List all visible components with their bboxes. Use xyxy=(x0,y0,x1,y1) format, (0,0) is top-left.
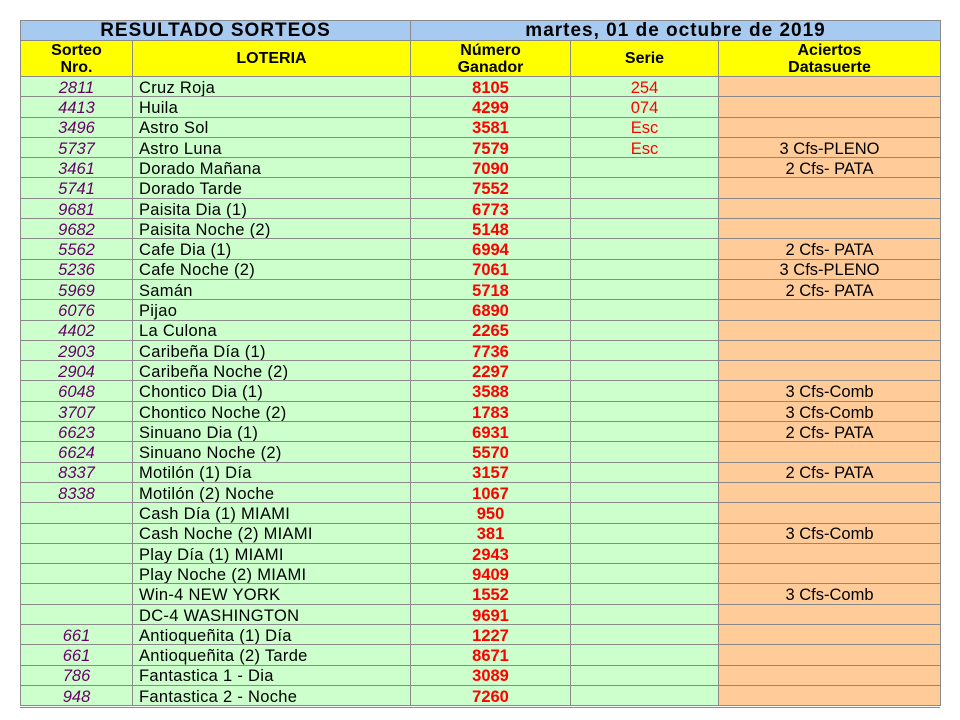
table-row xyxy=(21,422,941,442)
series-value: Esc xyxy=(571,137,719,157)
sorteo-number: 661 xyxy=(21,645,133,665)
datasuerte-hits xyxy=(719,645,941,665)
table-row xyxy=(21,685,941,705)
datasuerte-hits: 2 Cfs- PATA xyxy=(719,239,941,259)
series-value xyxy=(571,340,719,360)
table-row xyxy=(21,219,941,239)
table-bottom-border xyxy=(20,707,940,708)
table-row xyxy=(21,361,941,381)
winning-number: 7736 xyxy=(411,340,571,360)
column-header-aciertos-line-1: Aciertos xyxy=(797,41,862,59)
series-value xyxy=(571,564,719,584)
table-row xyxy=(21,300,941,320)
lottery-name: Motilón (1) Día xyxy=(133,462,411,482)
sorteo-number xyxy=(21,543,133,563)
sorteo-number: 948 xyxy=(21,685,133,705)
winning-number: 3581 xyxy=(411,117,571,137)
lottery-name: Huila xyxy=(133,97,411,117)
sorteo-number: 5236 xyxy=(21,259,133,279)
table-row xyxy=(21,320,941,340)
datasuerte-hits xyxy=(719,198,941,218)
column-header-serie-line-1: Serie xyxy=(624,50,665,67)
winning-number: 6890 xyxy=(411,300,571,320)
sorteo-number: 2903 xyxy=(21,340,133,360)
sorteo-number: 5969 xyxy=(21,279,133,299)
series-value xyxy=(571,401,719,421)
datasuerte-hits xyxy=(719,97,941,117)
series-value xyxy=(571,279,719,299)
table-row xyxy=(21,117,941,137)
winning-number: 5148 xyxy=(411,219,571,239)
sorteo-number: 6076 xyxy=(21,300,133,320)
series-value: 074 xyxy=(571,97,719,117)
sorteo-number: 3461 xyxy=(21,158,133,178)
sorteo-number xyxy=(21,564,133,584)
column-header-loteria-line-1: LOTERIA xyxy=(236,50,307,67)
lottery-name: Motilón (2) Noche xyxy=(133,482,411,502)
sorteo-number: 5741 xyxy=(21,178,133,198)
lottery-name: Chontico Noche (2) xyxy=(133,401,411,421)
winning-number: 1783 xyxy=(411,401,571,421)
column-header-serie xyxy=(571,41,719,77)
table-row xyxy=(21,503,941,523)
lottery-name: Pijao xyxy=(133,300,411,320)
table-row xyxy=(21,665,941,685)
winning-number: 5570 xyxy=(411,442,571,462)
draw-date: martes, 01 de octubre de 2019 xyxy=(411,21,941,41)
winning-number: 2297 xyxy=(411,361,571,381)
sorteo-number xyxy=(21,604,133,624)
winning-number: 4299 xyxy=(411,97,571,117)
lottery-name: Cafe Dia (1) xyxy=(133,239,411,259)
column-header-sorteo xyxy=(21,41,133,77)
column-header-loteria xyxy=(133,41,411,77)
lottery-name: La Culona xyxy=(133,320,411,340)
series-value xyxy=(571,239,719,259)
datasuerte-hits xyxy=(719,665,941,685)
table-row xyxy=(21,442,941,462)
column-header-numero xyxy=(411,41,571,77)
winning-number: 8105 xyxy=(411,77,571,97)
datasuerte-hits xyxy=(719,219,941,239)
sorteo-number: 2811 xyxy=(21,77,133,97)
lottery-name: Dorado Mañana xyxy=(133,158,411,178)
column-header-sorteo-line-1: Sorteo xyxy=(51,41,102,59)
sorteo-number: 6048 xyxy=(21,381,133,401)
lottery-name: Cash Día (1) MIAMI xyxy=(133,503,411,523)
datasuerte-hits xyxy=(719,320,941,340)
datasuerte-hits xyxy=(719,604,941,624)
datasuerte-hits xyxy=(719,625,941,645)
column-header-aciertos xyxy=(719,41,941,77)
series-value xyxy=(571,219,719,239)
winning-number: 7260 xyxy=(411,685,571,705)
lottery-name: Cafe Noche (2) xyxy=(133,259,411,279)
lottery-name: Chontico Dia (1) xyxy=(133,381,411,401)
datasuerte-hits xyxy=(719,340,941,360)
winning-number: 381 xyxy=(411,523,571,543)
series-value xyxy=(571,625,719,645)
sorteo-number: 3496 xyxy=(21,117,133,137)
datasuerte-hits xyxy=(719,178,941,198)
lottery-name: Play Día (1) MIAMI xyxy=(133,543,411,563)
series-value xyxy=(571,645,719,665)
winning-number: 950 xyxy=(411,503,571,523)
table-row xyxy=(21,259,941,279)
table-row xyxy=(21,584,941,604)
winning-number: 6994 xyxy=(411,239,571,259)
table-row xyxy=(21,137,941,157)
table-row xyxy=(21,97,941,117)
lottery-name: Win-4 NEW YORK xyxy=(133,584,411,604)
lottery-name: Sinuano Noche (2) xyxy=(133,442,411,462)
table-row xyxy=(21,178,941,198)
lottery-name: Antioqueñita (1) Día xyxy=(133,625,411,645)
series-value: Esc xyxy=(571,117,719,137)
table-row xyxy=(21,77,941,97)
lottery-name: DC-4 WASHINGTON xyxy=(133,604,411,624)
sorteo-number: 8337 xyxy=(21,462,133,482)
datasuerte-hits: 3 Cfs-Comb xyxy=(719,584,941,604)
lottery-name: Fantastica 1 - Dia xyxy=(133,665,411,685)
winning-number: 7061 xyxy=(411,259,571,279)
winning-number: 2943 xyxy=(411,543,571,563)
sorteo-number: 5737 xyxy=(21,137,133,157)
series-value xyxy=(571,523,719,543)
datasuerte-hits xyxy=(719,77,941,97)
table-row xyxy=(21,158,941,178)
series-value xyxy=(571,178,719,198)
table-row xyxy=(21,645,941,665)
series-value xyxy=(571,604,719,624)
sorteo-number: 9682 xyxy=(21,219,133,239)
datasuerte-hits xyxy=(719,442,941,462)
datasuerte-hits: 3 Cfs-Comb xyxy=(719,523,941,543)
table-row xyxy=(21,381,941,401)
sorteo-number: 661 xyxy=(21,625,133,645)
lottery-name: Cash Noche (2) MIAMI xyxy=(133,523,411,543)
series-value xyxy=(571,320,719,340)
table-row xyxy=(21,625,941,645)
sorteo-number: 6624 xyxy=(21,442,133,462)
winning-number: 8671 xyxy=(411,645,571,665)
column-header-numero-line-1: Número xyxy=(460,41,521,59)
lottery-name: Astro Luna xyxy=(133,137,411,157)
winning-number: 3588 xyxy=(411,381,571,401)
table-row xyxy=(21,239,941,259)
winning-number: 2265 xyxy=(411,320,571,340)
series-value: 254 xyxy=(571,77,719,97)
datasuerte-hits xyxy=(719,564,941,584)
table-row xyxy=(21,604,941,624)
column-header-numero-line-2: Ganador xyxy=(457,58,524,76)
series-value xyxy=(571,584,719,604)
lottery-name: Caribeña Día (1) xyxy=(133,340,411,360)
lottery-name: Fantastica 2 - Noche xyxy=(133,685,411,705)
series-value xyxy=(571,198,719,218)
winning-number: 7090 xyxy=(411,158,571,178)
results-table xyxy=(20,20,941,706)
table-row xyxy=(21,279,941,299)
datasuerte-hits: 2 Cfs- PATA xyxy=(719,462,941,482)
datasuerte-hits xyxy=(719,503,941,523)
datasuerte-hits: 3 Cfs-Comb xyxy=(719,381,941,401)
winning-number: 1552 xyxy=(411,584,571,604)
datasuerte-hits xyxy=(719,361,941,381)
lottery-name: Paisita Dia (1) xyxy=(133,198,411,218)
table-row xyxy=(21,340,941,360)
winning-number: 6931 xyxy=(411,422,571,442)
series-value xyxy=(571,381,719,401)
sorteo-number: 3707 xyxy=(21,401,133,421)
series-value xyxy=(571,259,719,279)
datasuerte-hits xyxy=(719,117,941,137)
table-row xyxy=(21,543,941,563)
winning-number: 9409 xyxy=(411,564,571,584)
series-value xyxy=(571,442,719,462)
sorteo-number: 5562 xyxy=(21,239,133,259)
series-value xyxy=(571,300,719,320)
winning-number: 7579 xyxy=(411,137,571,157)
sorteo-number: 4413 xyxy=(21,97,133,117)
winning-number: 7552 xyxy=(411,178,571,198)
title-row xyxy=(21,21,941,41)
sorteo-number: 6623 xyxy=(21,422,133,442)
winning-number: 1067 xyxy=(411,482,571,502)
sorteo-number: 8338 xyxy=(21,482,133,502)
datasuerte-hits: 3 Cfs-Comb xyxy=(719,401,941,421)
column-header-sorteo-line-2: Nro. xyxy=(60,58,93,76)
winning-number: 6773 xyxy=(411,198,571,218)
lottery-name: Caribeña Noche (2) xyxy=(133,361,411,381)
sorteo-number: 786 xyxy=(21,665,133,685)
lottery-name: Play Noche (2) MIAMI xyxy=(133,564,411,584)
lottery-name: Dorado Tarde xyxy=(133,178,411,198)
series-value xyxy=(571,685,719,705)
series-value xyxy=(571,361,719,381)
datasuerte-hits: 3 Cfs-PLENO xyxy=(719,259,941,279)
table-row xyxy=(21,198,941,218)
series-value xyxy=(571,422,719,442)
page-title: RESULTADO SORTEOS xyxy=(21,21,411,41)
lottery-name: Sinuano Dia (1) xyxy=(133,422,411,442)
table-row xyxy=(21,564,941,584)
sorteo-number xyxy=(21,503,133,523)
column-header-row xyxy=(21,41,941,77)
series-value xyxy=(571,462,719,482)
winning-number: 9691 xyxy=(411,604,571,624)
column-header-aciertos-line-2: Datasuerte xyxy=(788,58,871,76)
winning-number: 5718 xyxy=(411,279,571,299)
sorteo-number xyxy=(21,584,133,604)
sorteo-number xyxy=(21,523,133,543)
sorteo-number: 9681 xyxy=(21,198,133,218)
lottery-name: Antioqueñita (2) Tarde xyxy=(133,645,411,665)
sorteo-number: 4402 xyxy=(21,320,133,340)
datasuerte-hits xyxy=(719,482,941,502)
winning-number: 3157 xyxy=(411,462,571,482)
table-row xyxy=(21,462,941,482)
series-value xyxy=(571,158,719,178)
lottery-name: Astro Sol xyxy=(133,117,411,137)
lottery-name: Cruz Roja xyxy=(133,77,411,97)
datasuerte-hits: 2 Cfs- PATA xyxy=(719,279,941,299)
lottery-name: Samán xyxy=(133,279,411,299)
datasuerte-hits xyxy=(719,543,941,563)
winning-number: 3089 xyxy=(411,665,571,685)
series-value xyxy=(571,503,719,523)
sorteo-number: 2904 xyxy=(21,361,133,381)
datasuerte-hits: 2 Cfs- PATA xyxy=(719,158,941,178)
datasuerte-hits: 3 Cfs-PLENO xyxy=(719,137,941,157)
table-row xyxy=(21,401,941,421)
datasuerte-hits xyxy=(719,300,941,320)
series-value xyxy=(571,482,719,502)
series-value xyxy=(571,543,719,563)
table-row xyxy=(21,482,941,502)
series-value xyxy=(571,665,719,685)
datasuerte-hits xyxy=(719,685,941,705)
lottery-name: Paisita Noche (2) xyxy=(133,219,411,239)
table-row xyxy=(21,523,941,543)
winning-number: 1227 xyxy=(411,625,571,645)
datasuerte-hits: 2 Cfs- PATA xyxy=(719,422,941,442)
